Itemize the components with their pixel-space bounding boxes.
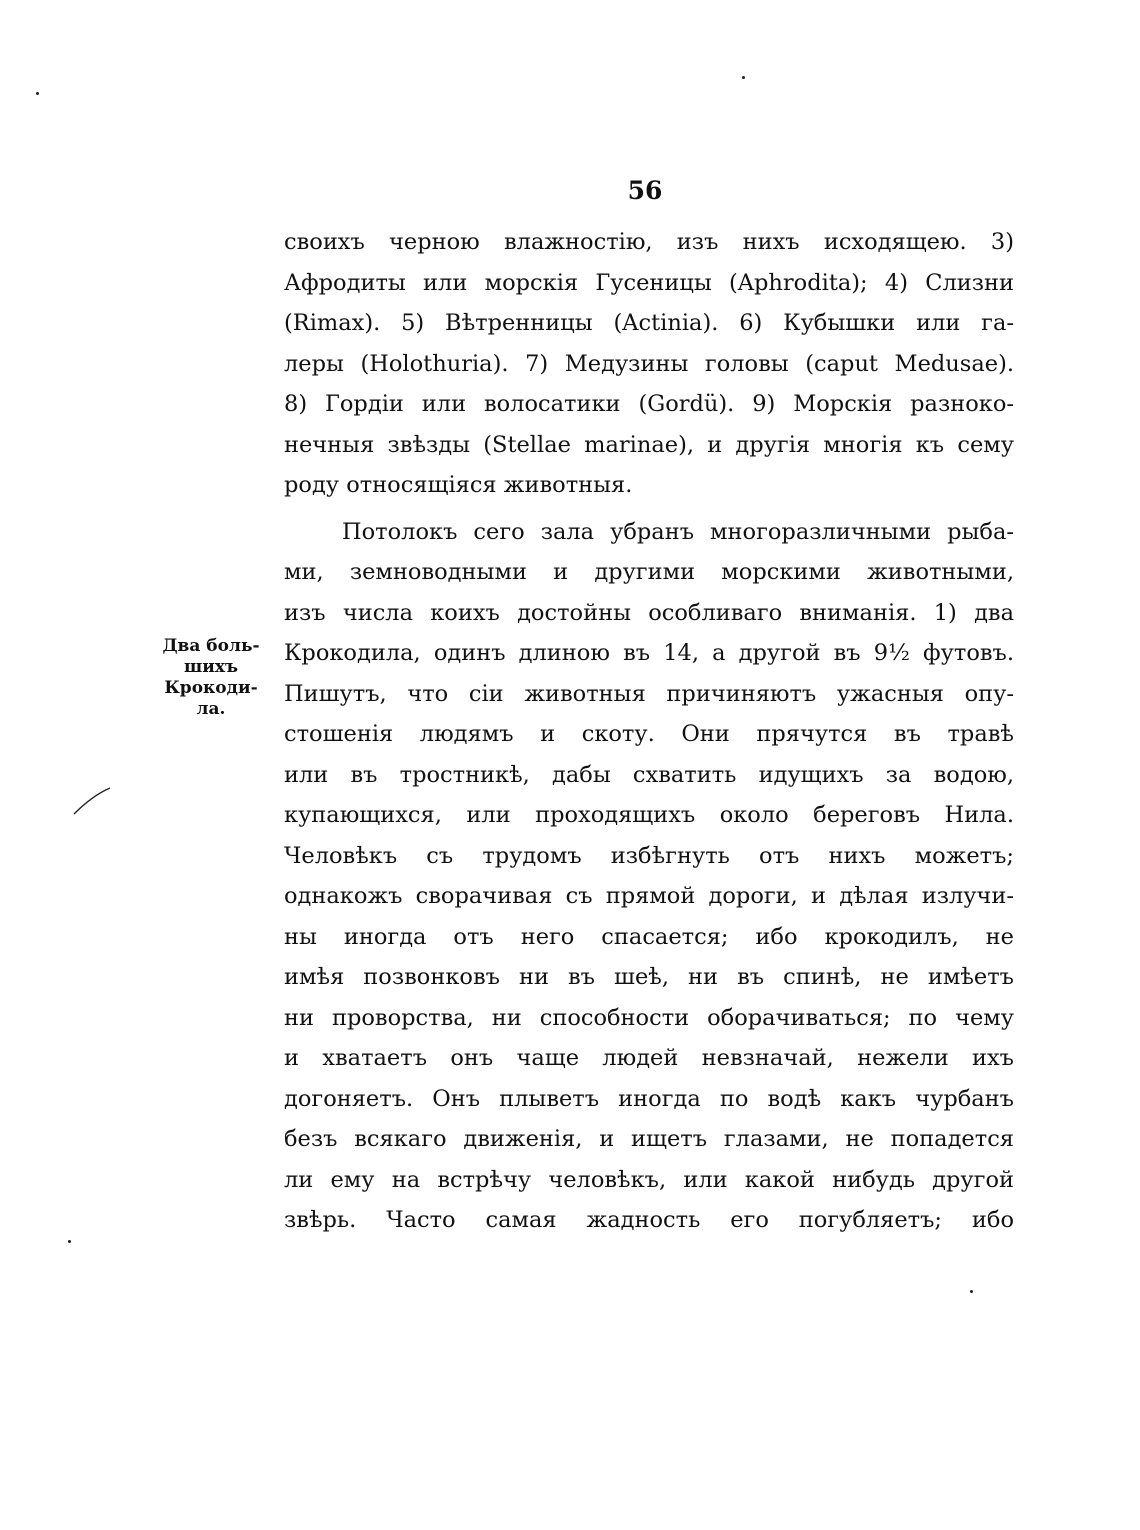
text-line: безъ всякаго движенiя, и ищетъ глазами, не попадется bbox=[284, 1126, 1014, 1152]
text-line: своихъ черною влажностiю, изъ нихъ исходящею. 3) bbox=[284, 229, 1014, 255]
text-line: догоняетъ. Онъ плыветъ иногда по водѣ какъ чурбанъ bbox=[284, 1085, 1014, 1112]
text-line: Пишутъ, что сiи животныя причиняютъ ужасныя опу- bbox=[284, 680, 1014, 707]
text-line: роду относящiяся животныя. bbox=[284, 472, 633, 498]
pencil-mark-icon bbox=[72, 786, 112, 816]
text-line: имѣя позвонковъ ни въ шеѣ, ни въ спинѣ, не имѣетъ bbox=[284, 964, 1014, 990]
text-line: Крокодила, одинъ длиною въ 14, а другой въ 9½ футовъ. bbox=[284, 640, 1014, 666]
text-line: купающихся, или проходящихъ около береговъ Нила. bbox=[284, 802, 1014, 828]
text-line: или въ тростникѣ, дабы схватить идущихъ за водою, bbox=[284, 761, 1014, 788]
text-line: звѣрь. Часто самая жадность его погубляетъ; ибо bbox=[284, 1207, 1014, 1233]
dust-speck bbox=[68, 1240, 71, 1243]
text-line: и хватаетъ онъ чаще людей невзначай, нежели ихъ bbox=[284, 1045, 1014, 1071]
text-line: стошенiя людямъ и скоту. Они прячутся въ травѣ bbox=[284, 721, 1014, 747]
text-line: нечныя звѣзды (Stellae marinae), и другiя многiя къ сему bbox=[284, 431, 1014, 458]
margin-note-line: Крокоди- bbox=[164, 678, 258, 698]
text-line: ми, земноводными и другими морскими животными, bbox=[284, 559, 1014, 585]
margin-note-line: Два боль- bbox=[162, 636, 260, 656]
text-line: ны иногда отъ него спасается; ибо крокодилъ, не bbox=[284, 923, 1014, 950]
text-line: однакожъ сворачивая съ прямой дороги, и дѣлая излучи- bbox=[284, 883, 1014, 909]
margin-note bbox=[148, 636, 274, 720]
dust-speck bbox=[742, 76, 745, 79]
paragraph-start-line: Потолокъ сего зала убранъ многоразличными рыба- bbox=[342, 518, 1014, 545]
text-line: Афродиты или морскiя Гусеницы (Aphrodita); 4) Слизни bbox=[284, 269, 1014, 296]
margin-note-line: ла. bbox=[196, 699, 226, 719]
text-line: 8) Гордiи или волосатики (Gordü). 9) Морскiя разноко- bbox=[284, 391, 1014, 417]
page-number: 56 bbox=[627, 176, 663, 205]
dust-speck bbox=[36, 92, 39, 95]
body-text bbox=[284, 222, 1014, 1241]
margin-note-line: шихъ bbox=[183, 657, 239, 677]
text-line: изъ числа коихъ достойны особливаго вниманiя. 1) два bbox=[284, 599, 1014, 626]
text-line: леры (Holothuria). 7) Медузины головы (caput Medusae). bbox=[284, 350, 1014, 377]
text-line: Человѣкъ съ трудомъ избѣгнуть отъ нихъ можетъ; bbox=[284, 842, 1014, 869]
text-line: ли ему на встрѣчу человѣкъ, или какой нибудь другой bbox=[284, 1166, 1014, 1193]
dust-speck bbox=[970, 1290, 973, 1293]
text-line: ни проворства, ни способности оборачиваться; по чему bbox=[284, 1004, 1014, 1031]
text-line: (Rimax). 5) Вѣтренницы (Actinia). 6) Кубышки или га- bbox=[284, 310, 1014, 336]
